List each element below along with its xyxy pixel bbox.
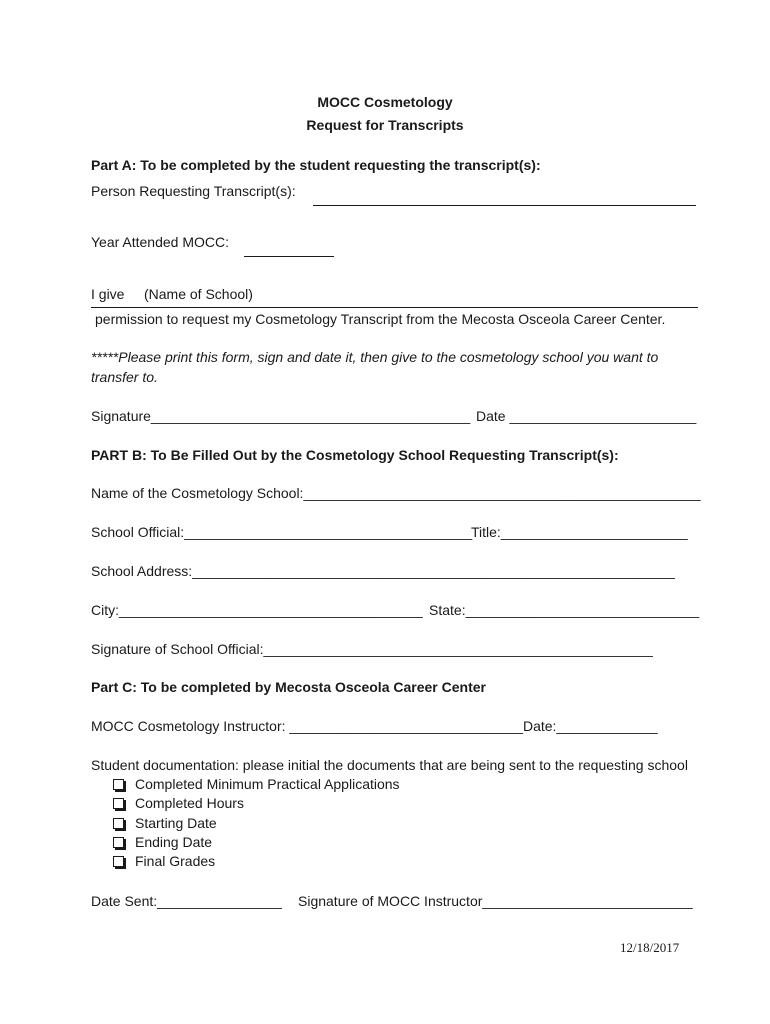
checklist-item[interactable]: Completed Hours xyxy=(113,794,244,812)
checklist-item[interactable]: Completed Minimum Practical Applications xyxy=(113,775,400,793)
checkbox-icon[interactable] xyxy=(113,779,124,790)
checklist-item[interactable]: Ending Date xyxy=(113,833,212,851)
year-attended-label: Year Attended MOCC: xyxy=(91,234,230,250)
checkbox-icon[interactable] xyxy=(113,818,124,829)
date-sent-field[interactable]: Date Sent:________________ xyxy=(91,893,282,909)
instructor-signature-field[interactable]: Signature of MOCC Instructor___________________________ xyxy=(298,893,693,909)
official-title-field[interactable]: Title:________________________ xyxy=(471,524,688,540)
instructor-field[interactable]: MOCC Cosmetology Instructor: ______________________________Date:_____________ xyxy=(91,718,658,734)
permission-text: permission to request my Cosmetology Transcript from the Mecosta Osceola Career Center. xyxy=(95,311,666,327)
checkbox-icon[interactable] xyxy=(113,837,124,848)
student-date-field[interactable]: Date ________________________ xyxy=(476,408,697,424)
state-field[interactable]: State:______________________________ xyxy=(429,602,700,618)
form-title: MOCC Cosmetology xyxy=(317,94,453,110)
instruction-note-line1: *****Please print this form, sign and date it, then give to the cosmetology school you want to xyxy=(91,349,659,365)
school-name-field[interactable] xyxy=(91,307,698,308)
school-name-field-b[interactable]: Name of the Cosmetology School:___________________________________________________ xyxy=(91,485,701,501)
official-signature-field[interactable]: Signature of School Official:__________________________________________________ xyxy=(91,641,653,657)
instruction-note-line2: transfer to. xyxy=(91,369,158,385)
checklist-item[interactable]: Starting Date xyxy=(113,814,217,832)
year-attended-field[interactable] xyxy=(244,256,334,257)
checklist-item[interactable]: Final Grades xyxy=(113,852,215,870)
checkbox-icon[interactable] xyxy=(113,798,124,809)
part-b-heading: PART B: To Be Filled Out by the Cosmetology School Requesting Transcript(s): xyxy=(91,447,619,463)
part-a-heading: Part A: To be completed by the student requesting the transcript(s): xyxy=(91,157,541,173)
i-give-text: I give xyxy=(91,286,125,302)
form-subtitle: Request for Transcripts xyxy=(306,117,464,133)
school-address-field[interactable]: School Address:______________________________________________________________ xyxy=(91,563,675,579)
city-field[interactable]: City:_______________________________________ xyxy=(91,602,423,618)
person-requesting-field[interactable] xyxy=(313,205,696,206)
documentation-instruction: Student documentation: please initial the documents that are being sent to the requesting school xyxy=(91,757,688,773)
school-official-field[interactable]: School Official:_____________________________________ xyxy=(91,524,473,540)
revision-date: 12/18/2017 xyxy=(620,940,680,955)
name-of-school-label: (Name of School) xyxy=(144,286,253,302)
student-signature-field[interactable]: Signature_________________________________________ xyxy=(91,408,471,424)
part-c-heading: Part C: To be completed by Mecosta Osceola Career Center xyxy=(91,679,486,695)
person-requesting-label: Person Requesting Transcript(s): xyxy=(91,183,296,199)
checkbox-icon[interactable] xyxy=(113,856,124,867)
